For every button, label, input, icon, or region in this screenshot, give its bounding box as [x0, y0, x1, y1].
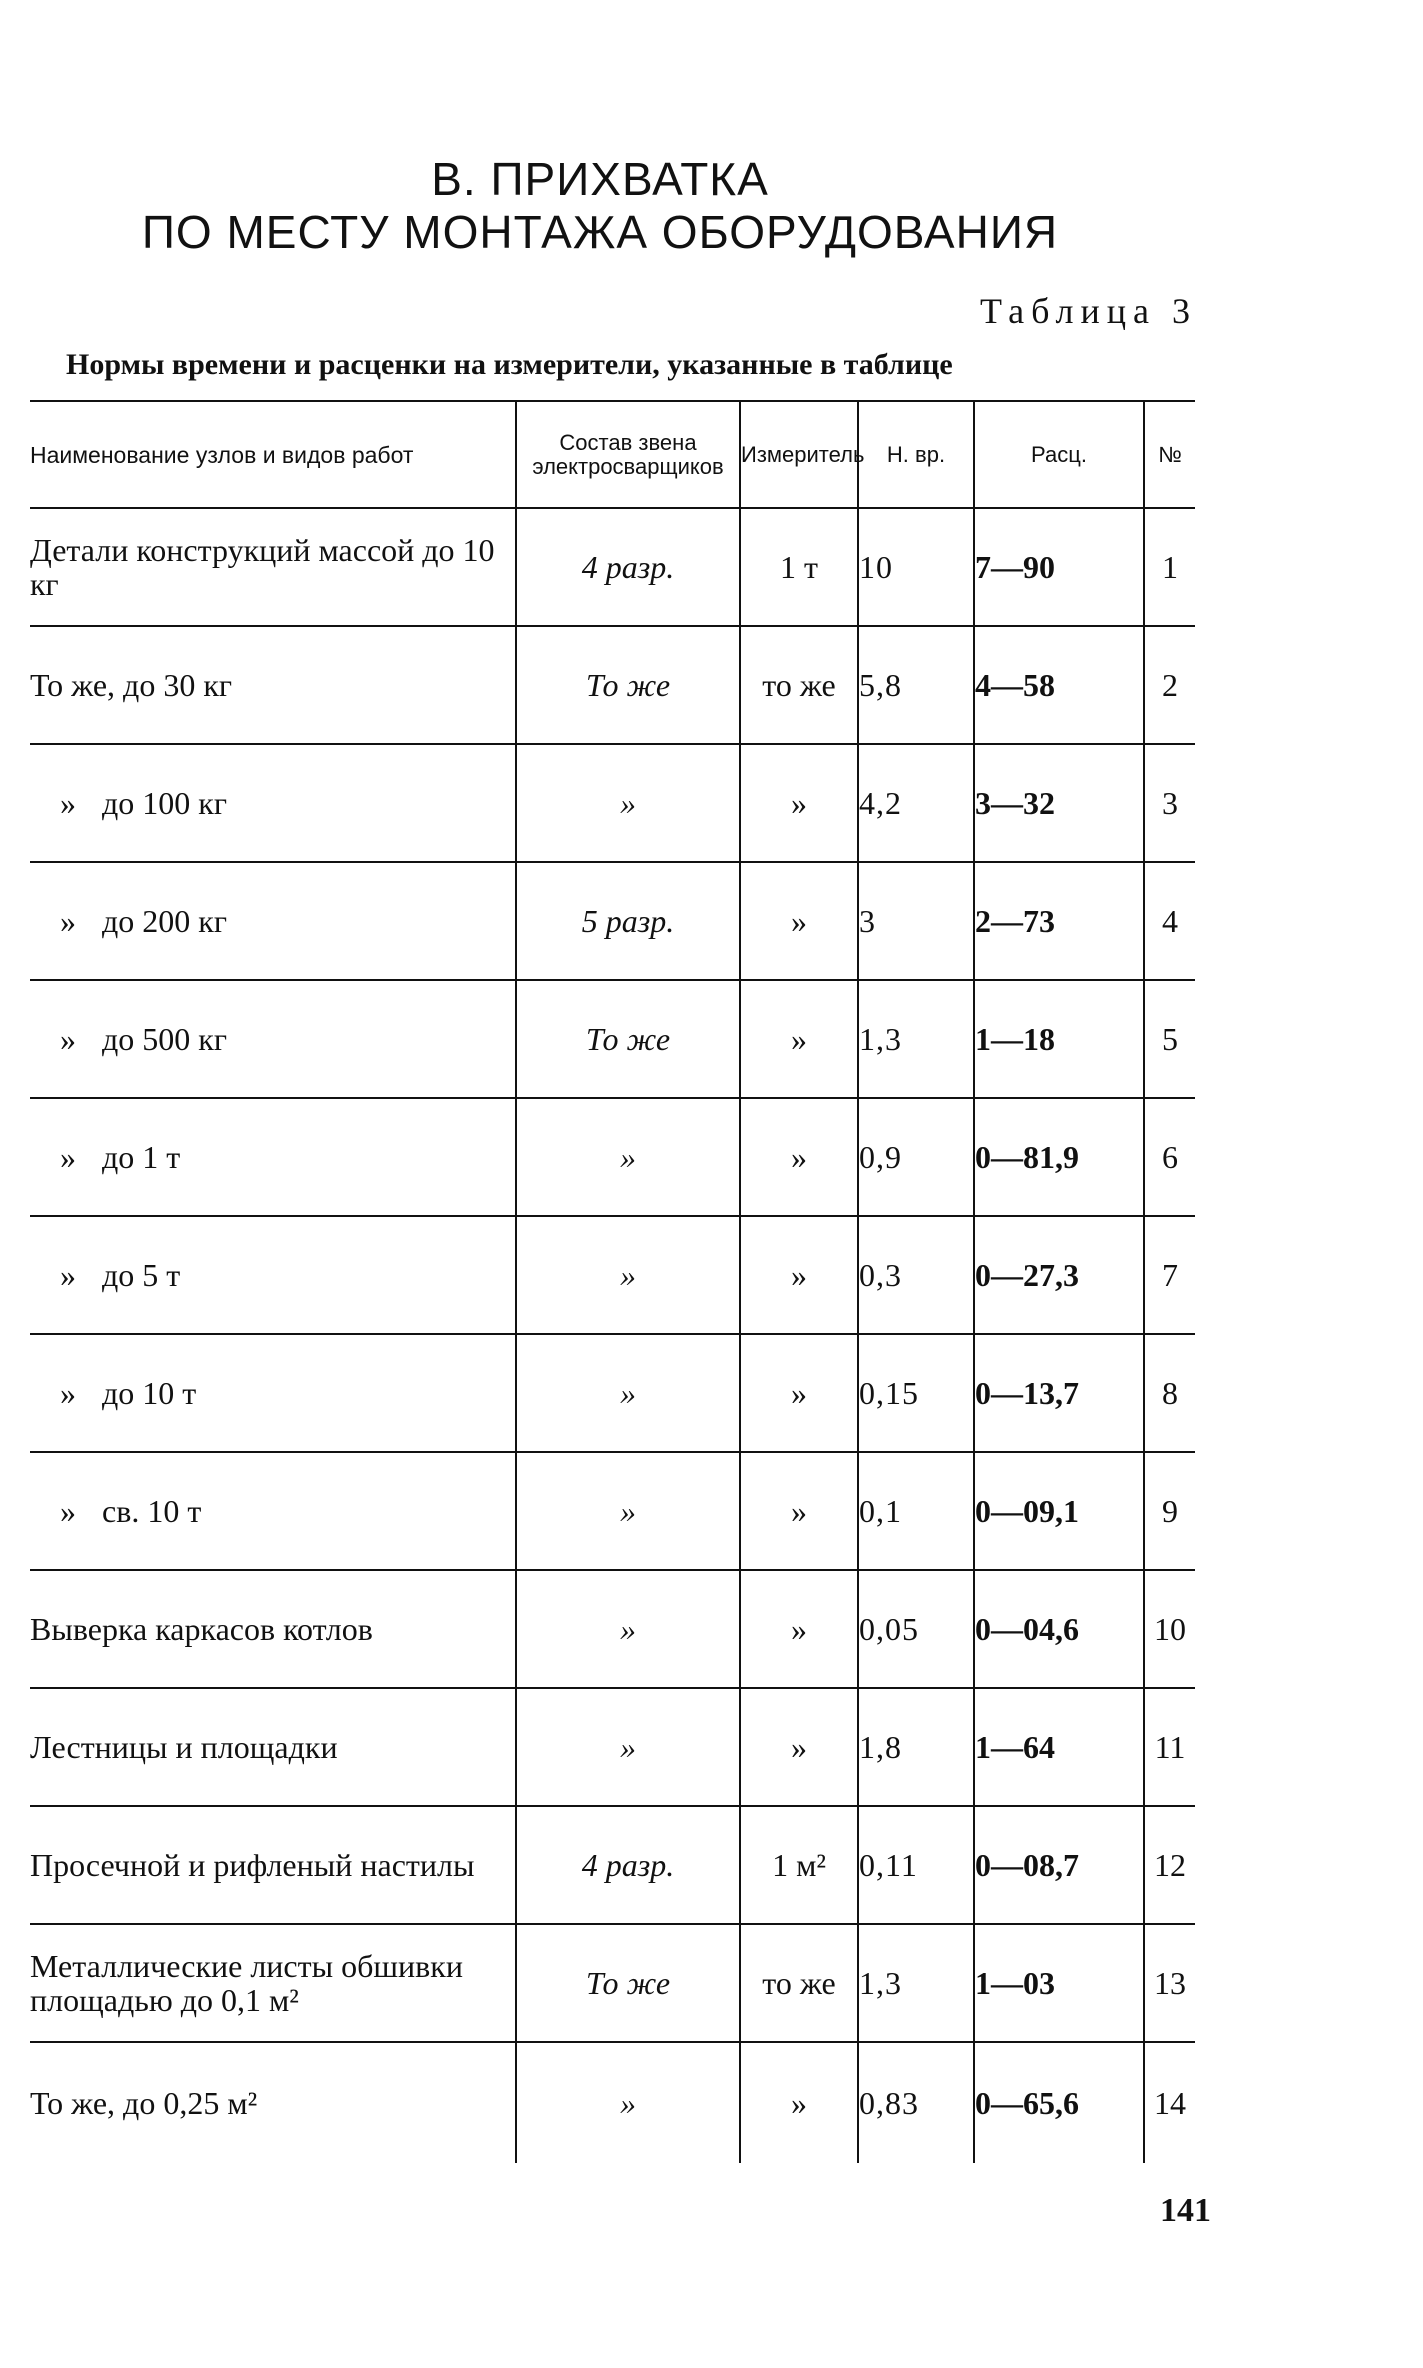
- cell-row-number: 13: [1144, 1924, 1195, 2042]
- work-name-text: до 100 кг: [102, 785, 227, 821]
- header-number: №: [1144, 401, 1195, 508]
- work-name-text: до 1 т: [102, 1139, 181, 1175]
- cell-rate: 0—04,6: [974, 1570, 1144, 1688]
- cell-crew: »: [516, 1334, 740, 1452]
- cell-crew: То же: [516, 626, 740, 744]
- work-name-text: То же, до 30 кг: [30, 667, 232, 703]
- cell-time-norm: 0,9: [858, 1098, 974, 1216]
- cell-rate: 1—03: [974, 1924, 1144, 2042]
- cell-time-norm: 10: [858, 508, 974, 626]
- work-name-text: Детали конструкций массой до 10 кг: [30, 532, 495, 602]
- cell-measure: »: [740, 1334, 858, 1452]
- cell-crew: 5 разр.: [516, 862, 740, 980]
- cell-measure: »: [740, 2042, 858, 2163]
- cell-work-name: [30, 1924, 516, 2042]
- cell-work-name: [30, 1570, 516, 1688]
- work-name-text: Выверка каркасов котлов: [30, 1611, 373, 1647]
- cell-work-name: [30, 862, 516, 980]
- cell-work-name: [30, 2042, 516, 2163]
- cell-crew: 4 разр.: [516, 508, 740, 626]
- cell-row-number: 12: [1144, 1806, 1195, 1924]
- cell-rate: 4—58: [974, 626, 1144, 744]
- ditto-mark: »: [60, 1139, 76, 1175]
- work-name-text: Лестницы и площадки: [30, 1729, 338, 1765]
- work-name-text: Просечной и рифленый настилы: [30, 1847, 475, 1883]
- cell-work-name: [30, 980, 516, 1098]
- cell-rate: 3—32: [974, 744, 1144, 862]
- cell-crew: »: [516, 744, 740, 862]
- cell-time-norm: 0,1: [858, 1452, 974, 1570]
- cell-measure: »: [740, 1570, 858, 1688]
- cell-measure: то же: [740, 1924, 858, 2042]
- table-header-row: [30, 401, 1195, 508]
- cell-work-name: [30, 1806, 516, 1924]
- cell-measure: »: [740, 980, 858, 1098]
- section-title-line-2: ПО МЕСТУ МОНТАЖА ОБОРУДОВАНИЯ: [141, 206, 1059, 258]
- ditto-mark: »: [60, 1493, 76, 1529]
- work-name-text: до 500 кг: [102, 1021, 227, 1057]
- cell-measure: »: [740, 1216, 858, 1334]
- cell-rate: 7—90: [974, 508, 1144, 626]
- cell-measure: »: [740, 1452, 858, 1570]
- table-row: [30, 744, 1195, 862]
- ditto-mark: »: [60, 1021, 76, 1057]
- cell-rate: 2—73: [974, 862, 1144, 980]
- table-caption: Нормы времени и расценки на измерители, указанные в таблице: [66, 348, 953, 381]
- cell-crew: То же: [516, 1924, 740, 2042]
- cell-row-number: 1: [1144, 508, 1195, 626]
- cell-time-norm: 4,2: [858, 744, 974, 862]
- header-measure: Измеритель: [740, 401, 858, 508]
- cell-measure: »: [740, 1688, 858, 1806]
- work-name-text: до 5 т: [102, 1257, 181, 1293]
- cell-work-name: [30, 1452, 516, 1570]
- cell-row-number: 11: [1144, 1688, 1195, 1806]
- cell-work-name: [30, 1098, 516, 1216]
- cell-crew: »: [516, 1570, 740, 1688]
- cell-measure: »: [740, 1098, 858, 1216]
- header-crew: Состав звена электросварщиков: [516, 401, 740, 508]
- cell-row-number: 6: [1144, 1098, 1195, 1216]
- cell-crew: »: [516, 1098, 740, 1216]
- cell-time-norm: 1,3: [858, 980, 974, 1098]
- cell-time-norm: 1,8: [858, 1688, 974, 1806]
- cell-time-norm: 5,8: [858, 626, 974, 744]
- table-label: Таблица 3: [980, 291, 1197, 331]
- cell-time-norm: 0,3: [858, 1216, 974, 1334]
- cell-work-name: [30, 744, 516, 862]
- cell-row-number: 5: [1144, 980, 1195, 1098]
- cell-work-name: [30, 1334, 516, 1452]
- cell-row-number: 8: [1144, 1334, 1195, 1452]
- cell-rate: 0—09,1: [974, 1452, 1144, 1570]
- cell-measure: »: [740, 862, 858, 980]
- cell-work-name: [30, 1688, 516, 1806]
- table-row: [30, 980, 1195, 1098]
- ditto-mark: »: [60, 903, 76, 939]
- cell-rate: 1—18: [974, 980, 1144, 1098]
- cell-rate: 0—08,7: [974, 1806, 1144, 1924]
- cell-row-number: 14: [1144, 2042, 1195, 2163]
- header-rate: Расц.: [974, 401, 1144, 508]
- cell-measure: »: [740, 744, 858, 862]
- cell-crew: »: [516, 1688, 740, 1806]
- table-row: [30, 1452, 1195, 1570]
- table-row: [30, 1924, 1195, 2042]
- table-row: [30, 1334, 1195, 1452]
- cell-work-name: [30, 626, 516, 744]
- norms-table: [30, 400, 1195, 2163]
- cell-work-name: [30, 1216, 516, 1334]
- cell-crew: »: [516, 1452, 740, 1570]
- cell-time-norm: 3: [858, 862, 974, 980]
- cell-row-number: 9: [1144, 1452, 1195, 1570]
- work-name-text: Металлические листы обшивки площадью до 0,1 м²: [30, 1948, 463, 2018]
- cell-row-number: 3: [1144, 744, 1195, 862]
- table-row: [30, 508, 1195, 626]
- cell-measure: 1 т: [740, 508, 858, 626]
- ditto-mark: »: [60, 1375, 76, 1411]
- section-title-line-1: В. ПРИХВАТКА: [431, 153, 769, 205]
- page-number: 141: [1160, 2192, 1211, 2229]
- table-row: [30, 626, 1195, 744]
- table-row: [30, 862, 1195, 980]
- table-row: [30, 1570, 1195, 1688]
- cell-rate: 1—64: [974, 1688, 1144, 1806]
- cell-rate: 0—65,6: [974, 2042, 1144, 2163]
- cell-crew: »: [516, 2042, 740, 2163]
- cell-measure: 1 м²: [740, 1806, 858, 1924]
- table-row: [30, 2042, 1195, 2163]
- cell-work-name: [30, 508, 516, 626]
- cell-time-norm: 0,83: [858, 2042, 974, 2163]
- cell-time-norm: 0,15: [858, 1334, 974, 1452]
- cell-time-norm: 0,05: [858, 1570, 974, 1688]
- cell-time-norm: 0,11: [858, 1806, 974, 1924]
- cell-crew: 4 разр.: [516, 1806, 740, 1924]
- cell-row-number: 10: [1144, 1570, 1195, 1688]
- cell-rate: 0—13,7: [974, 1334, 1144, 1452]
- work-name-text: до 200 кг: [102, 903, 227, 939]
- ditto-mark: »: [60, 785, 76, 821]
- cell-crew: То же: [516, 980, 740, 1098]
- work-name-text: св. 10 т: [102, 1493, 202, 1529]
- header-time: Н. вр.: [858, 401, 974, 508]
- table-row: [30, 1688, 1195, 1806]
- cell-crew: »: [516, 1216, 740, 1334]
- cell-rate: 0—27,3: [974, 1216, 1144, 1334]
- work-name-text: То же, до 0,25 м²: [30, 2085, 258, 2121]
- cell-rate: 0—81,9: [974, 1098, 1144, 1216]
- cell-time-norm: 1,3: [858, 1924, 974, 2042]
- work-name-text: до 10 т: [102, 1375, 197, 1411]
- cell-row-number: 7: [1144, 1216, 1195, 1334]
- table-row: [30, 1216, 1195, 1334]
- cell-measure: то же: [740, 626, 858, 744]
- cell-row-number: 4: [1144, 862, 1195, 980]
- table-row: [30, 1806, 1195, 1924]
- table-row: [30, 1098, 1195, 1216]
- header-name: Наименование узлов и видов работ: [30, 401, 516, 508]
- cell-row-number: 2: [1144, 626, 1195, 744]
- table-body: [30, 508, 1195, 2163]
- ditto-mark: »: [60, 1257, 76, 1293]
